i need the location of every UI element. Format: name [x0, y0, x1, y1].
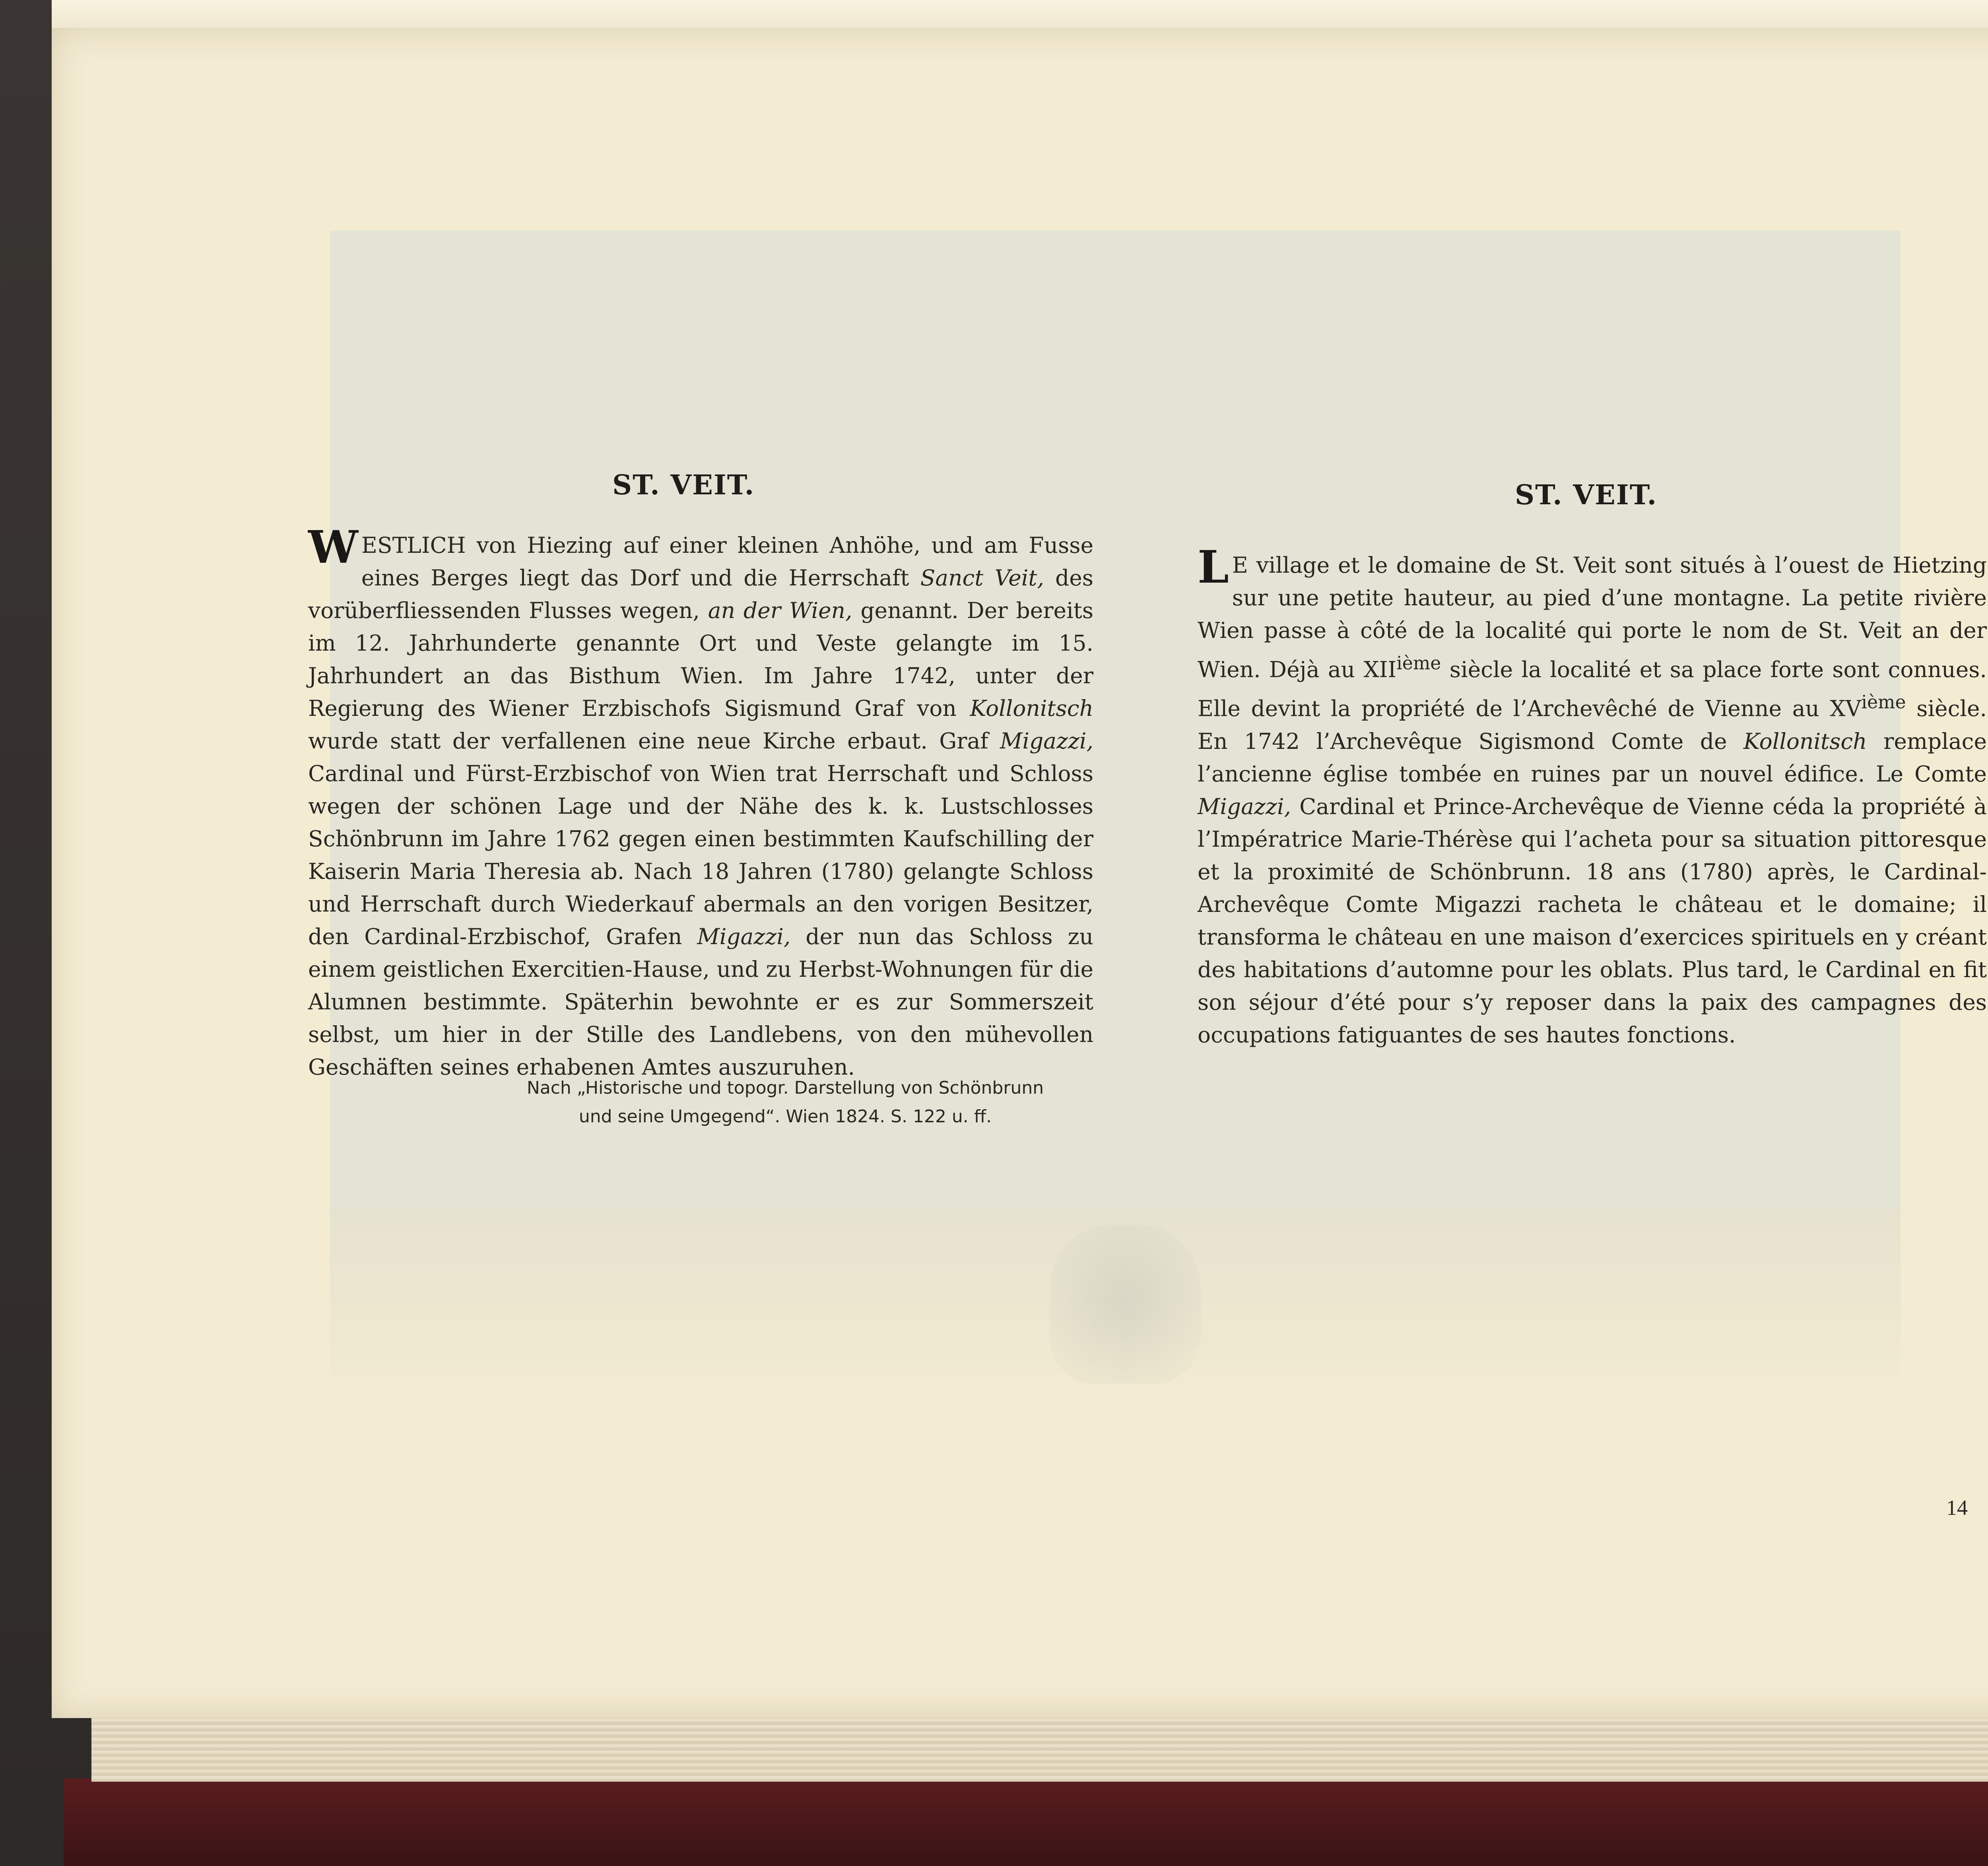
source-line: Nach „Historische und topogr. Darstellung von Schönbrunn [526, 1078, 1044, 1098]
heading-right: ST. VEIT. [1515, 479, 1658, 511]
text-run: siècle. En 1742 l’Archevêque Sigismond Comte de [1198, 696, 1987, 754]
dropcap-right: L [1198, 541, 1229, 593]
cover-edge-bottom [64, 1779, 1988, 1866]
page-stack-bottom [91, 1714, 1988, 1782]
italic-run: Migazzi, [1000, 728, 1093, 754]
page-number: 14 [1946, 1496, 1968, 1520]
text-run: remplace l’ancienne église tombée en ruines par un nouvel édifice. Le Comte [1198, 728, 1987, 787]
text-run: siècle la localité et sa place forte sont connues. Elle devint la propriété de l’Archevêché de Vienne au XV [1198, 657, 1987, 721]
text-run: E village et le domaine de St. Veit sont situés à l’ouest de Hietzing sur une petite hauteur, au pied d’une montagne. La petite rivière Wien passe à côté de la localité qui porte le nom de St. Veit an der Wien. Déjà au XII [1198, 552, 1987, 682]
text-run: wurde statt der verfallenen eine neue Kirche erbaut. Graf [308, 728, 1000, 754]
italic-run: Migazzi, [697, 924, 791, 949]
source-line: und seine Umgegend“. Wien 1824. S. 122 u. ff. [579, 1106, 992, 1127]
text-column-german [308, 521, 1093, 1083]
italic-run: Kollonitsch [1743, 728, 1867, 754]
text-column-french [1198, 541, 1987, 1051]
text-run: der nun das Schloss zu einem geistlichen Exercitien-Hause, und zu Herbst-Wohnungen für die Alumnen bestimmte. Späterhin bewohnte er es zur Sommerszeit selbst, um hier in der Stille des Landlebens, von den mühevollen Geschäften seines erhabenen Amtes auszuruhen. [308, 924, 1093, 1080]
dropcap-left: W [308, 521, 358, 573]
text-run: Cardinal und Fürst-Erzbischof von Wien trat Herrschaft und Schloss wegen der schönen Lage und der Nähe des k. k. Lustschlosses Schönbrunn im Jahre 1762 gegen einen bestimmten Kaufschilling der Kaiserin Maria Theresia ab. Nach 18 Jahren (1780) gelangte Schloss und Herrschaft durch Wiederkauf abermals an den vorigen Besitzer, den Cardinal-Erzbischof, Grafen [308, 761, 1093, 949]
italic-run: an der Wien, [708, 598, 852, 623]
italic-run: Migazzi, [1198, 793, 1291, 819]
text-run: ESTLICH von Hiezing auf einer kleinen Anhöhe, und am Fusse eines Berges liegt das Dorf und die Herrschaft [361, 533, 1093, 591]
text-run: genannt. Der bereits im 12. Jahrhunderte genannte Ort und Veste gelangte im 15. Jahrhundert an das Bisthum Wien. Im Jahre 1742, unter der Regierung des Wiener Erzbischofs Sigismund Graf von [308, 598, 1093, 721]
superscript: ième [1861, 691, 1906, 713]
italic-run: Sanct Veit, [920, 565, 1044, 591]
italic-run: Kollonitsch [970, 696, 1093, 721]
text-run: Cardinal et Prince-Archevêque de Vienne céda la propriété à l’Impératrice Marie-Thérèse qui l’acheta pour sa situation pittoresque et la proximité de Schönbrunn. 18 ans (1780) après, le Cardinal-Archevêque Comte Migazzi racheta le château et le domaine; il transforma le château en une maison d’exercices spirituels en y créant des habitations d’automne pour les oblats. Plus tard, le Cardinal en fit son séjour d’été pour s’y reposer dans la paix des campagnes des occupations fatiguantes de ses hautes fonctions. [1198, 793, 1987, 1048]
source-citation [497, 1074, 1074, 1131]
heading-left: ST. VEIT. [612, 469, 755, 501]
superscript: ième [1396, 652, 1441, 674]
text-run: des vorüberfliessenden Flusses wegen, [308, 565, 1093, 623]
show-through-seal [1050, 1225, 1201, 1384]
